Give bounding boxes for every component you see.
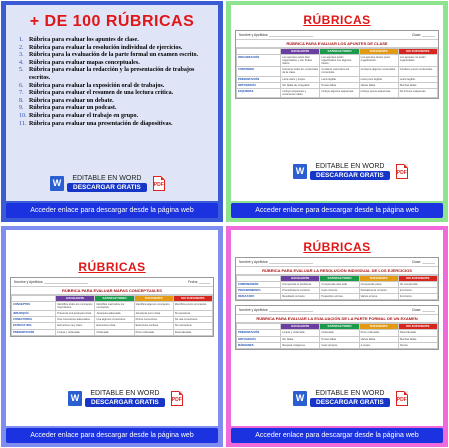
editable-label: EDITABLE EN WORD bbox=[315, 163, 385, 170]
word-icon: W bbox=[68, 391, 82, 406]
list-text: Rúbrica para evaluar la exposición oral de trabajos. bbox=[29, 82, 165, 89]
criterion-cell: PRESENTACIÓN bbox=[237, 76, 281, 82]
word-icon: W bbox=[293, 164, 307, 179]
descriptor-cell: Poco ordenada. bbox=[359, 330, 398, 336]
rubric-table-2 bbox=[236, 323, 438, 348]
list-number: 8. bbox=[19, 97, 24, 104]
descriptor-cell: Incluye pocos esquemas. bbox=[359, 88, 398, 97]
list-text: Rúbrica para evaluar la resolución individual de ejercicios. bbox=[29, 44, 183, 51]
table-row bbox=[12, 302, 213, 311]
descriptor-cell: Varias faltas. bbox=[359, 82, 398, 88]
descriptor-cell: A veces. bbox=[359, 342, 398, 348]
name-label: Nombre y Apellidos: ________________________ bbox=[239, 33, 314, 37]
descriptor-cell: Letra ilegible. bbox=[398, 76, 437, 82]
descriptor-cell: Comprende casi todo. bbox=[320, 282, 359, 288]
list-number: 4. bbox=[19, 59, 24, 66]
column-header: SUFICIENTE bbox=[359, 276, 398, 282]
editable-label: EDITABLE EN WORD bbox=[315, 390, 385, 397]
descriptor-cell: Letra poco legible. bbox=[359, 76, 398, 82]
criterion-cell: PRESENTACIÓN bbox=[237, 330, 281, 336]
criterion-cell: ORTOGRAFÍA bbox=[237, 336, 281, 342]
editable-block bbox=[293, 390, 408, 407]
name-row bbox=[236, 31, 438, 40]
criterion-cell: JERARQUÍA bbox=[12, 311, 56, 317]
descriptor-cell: Los apuntes tienen poca organización. bbox=[359, 55, 398, 67]
descriptor-cell: Incluye algunos esquemas. bbox=[320, 88, 359, 97]
rubric-list-item[interactable] bbox=[19, 105, 210, 113]
criterion-cell: ORTOGRAFÍA bbox=[237, 82, 281, 88]
sheet-title: RÚBRICA PARA EVALUAR LOS APUNTES DE CLASE bbox=[236, 40, 438, 48]
rubric-list-item[interactable] bbox=[19, 37, 210, 45]
descriptor-cell: Limpia y ordenada. bbox=[56, 329, 95, 335]
download-button[interactable]: DESCARGAR GRATIS bbox=[310, 171, 390, 180]
rubric-list-item[interactable] bbox=[19, 45, 210, 53]
criterion-cell: MÁRGENES bbox=[237, 342, 281, 348]
column-header: EXCELENTE bbox=[281, 49, 320, 55]
panel-mapas bbox=[1, 226, 223, 447]
rubric-list-item[interactable] bbox=[19, 60, 210, 68]
list-number: 6. bbox=[19, 82, 24, 89]
rubric-list-item[interactable] bbox=[19, 83, 210, 91]
criterion-cell: COMPRENSIÓN bbox=[237, 282, 281, 288]
descriptor-cell: No comprende. bbox=[398, 282, 437, 288]
list-number: 9. bbox=[19, 105, 24, 112]
class-label: Clase: _______ bbox=[411, 260, 435, 264]
table-row bbox=[237, 342, 438, 348]
descriptor-cell: Jerarquía adecuada. bbox=[95, 311, 134, 317]
criterion-cell: RESULTADO bbox=[237, 294, 281, 300]
descriptor-cell: Desordenada. bbox=[173, 329, 212, 335]
column-header: NO SUFICIENTE bbox=[398, 276, 437, 282]
criterion-cell: CONCEPTOS bbox=[12, 302, 56, 311]
descriptor-cell: Letra clara y limpia. bbox=[281, 76, 320, 82]
doc-title: RÚBRICAS bbox=[78, 260, 146, 274]
table-row bbox=[237, 88, 438, 97]
column-header: SATISFACTORIO bbox=[320, 324, 359, 330]
list-text: Rúbrica para evaluar el trabajo en grupo. bbox=[29, 112, 139, 119]
criterion-cell: PROCEDIMIENTO bbox=[237, 288, 281, 294]
column-header: SUFICIENTE bbox=[359, 324, 398, 330]
editable-label: EDITABLE EN WORD bbox=[90, 390, 160, 397]
table-row bbox=[12, 329, 213, 335]
descriptor-cell: Ordenada. bbox=[95, 329, 134, 335]
panel-ejercicios bbox=[226, 226, 448, 447]
column-header: EXCELENTE bbox=[281, 324, 320, 330]
list-number: 10. bbox=[19, 112, 27, 119]
class-label: Clase: _______ bbox=[411, 33, 435, 37]
criterion-cell: ORGANIZACIÓN bbox=[237, 55, 281, 67]
list-number: 7. bbox=[19, 90, 24, 97]
download-button[interactable]: DESCARGAR GRATIS bbox=[85, 398, 165, 407]
name-label: Nombre y Apellidos: ________________________ bbox=[14, 280, 89, 284]
descriptor-cell: No incluye esquemas. bbox=[398, 88, 437, 97]
descriptor-cell: Varios errores. bbox=[359, 294, 398, 300]
name-label: Nombre y Apellidos: ________________________ bbox=[239, 260, 314, 264]
rubric-sheet bbox=[235, 30, 439, 99]
rubric-table bbox=[11, 295, 213, 336]
descriptor-cell: Identifica pocos conceptos. bbox=[173, 302, 212, 311]
list-text: Rúbrica para evaluar la redacción y la presentación de trabajos escritos. bbox=[29, 67, 195, 81]
cta-link[interactable]: Acceder enlace para descargar desde la página web bbox=[231, 203, 443, 218]
pdf-icon: PDF bbox=[396, 164, 408, 179]
sheet-title: RÚBRICA PARA EVALUAR LA RESOLUCIÓN INDIVIDUAL DE LOS EJERCICIOS bbox=[236, 267, 438, 275]
rubric-sheet bbox=[10, 277, 214, 337]
criterion-cell: ESQUEMAS bbox=[237, 88, 281, 97]
descriptor-cell: Identifica todos los conceptos importantes. bbox=[56, 302, 95, 311]
column-header: SATISFACTORIO bbox=[320, 49, 359, 55]
descriptor-cell: Varias faltas. bbox=[359, 336, 398, 342]
column-header: SATISFACTORIO bbox=[95, 296, 134, 302]
name-row bbox=[11, 278, 213, 287]
descriptor-cell: Estructura muy clara. bbox=[56, 323, 95, 329]
column-header: EXCELENTE bbox=[281, 276, 320, 282]
list-text: Rúbrica para evaluar mapas conceptuales. bbox=[29, 59, 140, 66]
criterion-cell: CONECTORES bbox=[12, 317, 56, 323]
descriptor-cell: Pocas faltas. bbox=[320, 336, 359, 342]
cta-link[interactable]: Acceder enlace para descargar desde la página web bbox=[231, 428, 443, 443]
descriptor-cell: No usa conectores. bbox=[173, 317, 212, 323]
main-title: + DE 100 RÚBRICAS bbox=[29, 13, 195, 30]
descriptor-cell: Casi correcto. bbox=[320, 288, 359, 294]
doc-preview bbox=[6, 230, 218, 426]
descriptor-cell: Desordenada. bbox=[398, 330, 437, 336]
table-row bbox=[237, 294, 438, 300]
doc-title: RÚBRICAS bbox=[303, 13, 371, 27]
doc-title: RÚBRICAS bbox=[303, 240, 371, 254]
column-header: EXCELENTE bbox=[56, 296, 95, 302]
descriptor-cell: Sin jerarquía. bbox=[173, 311, 212, 317]
descriptor-cell: Letra legible. bbox=[320, 76, 359, 82]
descriptor-cell: Resultado correcto. bbox=[281, 294, 320, 300]
column-header: SUFICIENTE bbox=[359, 49, 398, 55]
descriptor-cell: Casi siempre. bbox=[320, 342, 359, 348]
list-number: 3. bbox=[19, 52, 24, 59]
descriptor-cell: Procedimiento correcto. bbox=[281, 288, 320, 294]
class-label: Clase: _______ bbox=[411, 308, 435, 313]
descriptor-cell: Pocas faltas. bbox=[320, 82, 359, 88]
list-text: Rúbrica para evaluar los apuntes de clase. bbox=[29, 37, 139, 43]
rubric-list-item[interactable] bbox=[19, 52, 210, 60]
descriptor-cell: Muchas faltas. bbox=[398, 336, 437, 342]
editable-block bbox=[293, 163, 408, 180]
descriptor-cell: Sin estructura. bbox=[173, 323, 212, 329]
rubric-sheet-2 bbox=[235, 305, 439, 349]
criterion-cell: PRESENTACIÓN bbox=[12, 329, 56, 335]
descriptor-cell: Identifica algunos conceptos. bbox=[134, 302, 173, 311]
descriptor-cell: Nunca. bbox=[398, 342, 437, 348]
list-card bbox=[6, 5, 218, 201]
editable-block bbox=[50, 175, 165, 192]
column-header: NO SUFICIENTE bbox=[398, 49, 437, 55]
descriptor-cell: Muchas faltas. bbox=[398, 82, 437, 88]
criterion-cell: CONTENIDO bbox=[237, 67, 281, 76]
column-header: SUFICIENTE bbox=[134, 296, 173, 302]
descriptor-cell: Los apuntes están bien organizados y con títulos claros. bbox=[281, 55, 320, 67]
descriptor-cell: Estructura confusa. bbox=[134, 323, 173, 329]
list-text: Rúbrica para evaluar el resumen de una lectura crítica. bbox=[29, 90, 174, 97]
panel-rubric-list bbox=[1, 1, 223, 222]
name-label: Nombre y Apellidos: ________________________ bbox=[239, 308, 314, 313]
name-row bbox=[236, 306, 438, 315]
rubric-list-item[interactable] bbox=[19, 121, 210, 129]
descriptor-cell: Los apuntes no están organizados. bbox=[398, 55, 437, 67]
cta-link[interactable]: Acceder enlace para descargar desde la página web bbox=[6, 428, 218, 443]
column-header: SATISFACTORIO bbox=[320, 276, 359, 282]
descriptor-cell: Los apuntes están organizados con algunos títulos. bbox=[320, 55, 359, 67]
table-row bbox=[237, 55, 438, 67]
descriptor-cell: Limpia y ordenada. bbox=[281, 330, 320, 336]
pdf-icon: PDF bbox=[153, 176, 165, 191]
criterion-cell: ESTRUCTURA bbox=[12, 323, 56, 329]
descriptor-cell: Pocos conectores. bbox=[134, 317, 173, 323]
rubric-list-item[interactable] bbox=[19, 113, 210, 121]
editable-label: EDITABLE EN WORD bbox=[72, 175, 142, 182]
sheet-title: RÚBRICA PARA EVALUAR MAPAS CONCEPTUALES bbox=[11, 287, 213, 295]
column-header: NO SUFICIENTE bbox=[398, 324, 437, 330]
descriptor-cell: Contiene algunos contenidos. bbox=[359, 67, 398, 76]
rubric-list-item[interactable] bbox=[19, 67, 210, 82]
descriptor-cell: Contiene casi todos los contenidos. bbox=[320, 67, 359, 76]
editable-block bbox=[68, 390, 183, 407]
panel-apuntes bbox=[226, 1, 448, 222]
descriptor-cell: Contiene pocos contenidos. bbox=[398, 67, 437, 76]
descriptor-cell: Usa algunos conectores. bbox=[95, 317, 134, 323]
descriptor-cell: Incluye esquemas y resúmenes útiles. bbox=[281, 88, 320, 97]
descriptor-cell: Jerarquía poco clara. bbox=[134, 311, 173, 317]
descriptor-cell: Respeta márgenes. bbox=[281, 342, 320, 348]
descriptor-cell: Comprende el problema. bbox=[281, 282, 320, 288]
doc-preview bbox=[231, 230, 443, 426]
descriptor-cell: Presenta una jerarquía clara. bbox=[56, 311, 95, 317]
rubric-list-item[interactable] bbox=[19, 98, 210, 106]
list-text: Rúbrica para la evaluación de la parte formal un examen escrito. bbox=[29, 52, 199, 59]
descriptor-cell: Incorrecto. bbox=[398, 288, 437, 294]
descriptor-cell: Comprende parte. bbox=[359, 282, 398, 288]
list-number: 2. bbox=[19, 44, 24, 51]
doc-preview bbox=[231, 5, 443, 201]
descriptor-cell: Pequeños errores. bbox=[320, 294, 359, 300]
word-icon: W bbox=[293, 391, 307, 406]
descriptor-cell: Identifica casi todos los conceptos. bbox=[95, 302, 134, 311]
download-button[interactable]: DESCARGAR GRATIS bbox=[67, 183, 147, 192]
pdf-icon: PDF bbox=[396, 391, 408, 406]
descriptor-cell: Sin faltas. bbox=[281, 336, 320, 342]
descriptor-cell: Ordenada. bbox=[320, 330, 359, 336]
download-button[interactable]: DESCARGAR GRATIS bbox=[310, 398, 390, 407]
rubric-table bbox=[236, 48, 438, 98]
descriptor-cell: Incorrecto. bbox=[398, 294, 437, 300]
word-icon: W bbox=[50, 176, 64, 191]
sheet-title-2: RÚBRICA PARA EVALUAR LA EVALUACIÓN DE LA PARTE FORMAL DE UN EXAMEN bbox=[236, 315, 438, 323]
rubric-sheet bbox=[235, 257, 439, 301]
descriptor-cell: Sin faltas de ortografía. bbox=[281, 82, 320, 88]
table-row bbox=[237, 67, 438, 76]
list-number: 1. bbox=[19, 37, 24, 43]
list-number: 11. bbox=[19, 120, 27, 127]
descriptor-cell: Contiene todos los contenidos de la clase. bbox=[282, 68, 319, 75]
cta-link[interactable]: Acceder enlace para descargar desde la página web bbox=[6, 203, 218, 218]
pdf-icon: PDF bbox=[171, 391, 183, 406]
column-header: NO SUFICIENTE bbox=[173, 296, 212, 302]
list-text: Rúbrica para evaluar un podcast. bbox=[29, 105, 117, 112]
descriptor-cell: Usa conectores adecuados. bbox=[56, 317, 95, 323]
descriptor-cell: Poco ordenada. bbox=[134, 329, 173, 335]
rubric-list bbox=[19, 37, 210, 128]
list-number: 5. bbox=[19, 67, 24, 74]
descriptor-cell: Parcialmente correcto. bbox=[359, 288, 398, 294]
date-label: Fecha: ______ bbox=[188, 280, 210, 284]
descriptor-cell: Estructura clara. bbox=[95, 323, 134, 329]
name-row bbox=[236, 258, 438, 267]
rubric-list-item[interactable] bbox=[19, 90, 210, 98]
list-text: Rúbrica para evaluar una presentación de diapositivas. bbox=[29, 120, 173, 127]
rubric-table bbox=[236, 275, 438, 300]
list-text: Rúbrica para evaluar un debate. bbox=[29, 97, 114, 104]
